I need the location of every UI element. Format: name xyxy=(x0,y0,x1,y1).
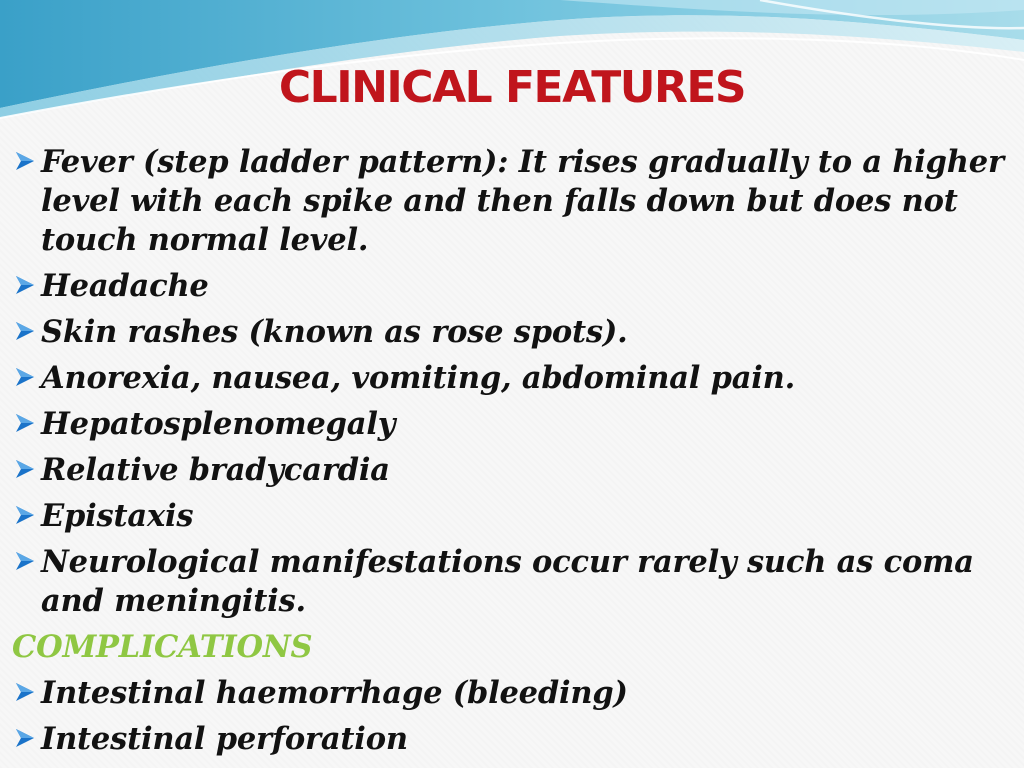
arrow-bullet-icon xyxy=(14,458,36,480)
arrow-bullet-icon xyxy=(14,412,36,434)
bullet-item xyxy=(12,405,1012,444)
arrow-bullet-icon xyxy=(14,727,36,749)
bullet-text: Neurological manifestations occur rarely such as coma and meningitis. xyxy=(41,544,974,619)
complications-heading: COMPLICATIONS xyxy=(12,629,313,665)
bullet-item xyxy=(12,359,1012,398)
arrow-bullet-icon xyxy=(14,366,36,388)
arrow-bullet-icon xyxy=(14,150,36,172)
bullet-text: Intestinal haemorrhage (bleeding) xyxy=(41,675,628,711)
arrow-bullet-icon xyxy=(14,681,36,703)
bullet-text: Hepatosplenomegaly xyxy=(41,406,396,442)
arrow-bullet-icon xyxy=(14,274,36,296)
bullet-item xyxy=(12,451,1012,490)
slide-title: CLINICAL FEATURES xyxy=(278,62,746,113)
bullet-item xyxy=(12,674,1012,713)
bullet-text: Intestinal perforation xyxy=(41,721,408,757)
bullet-text: Headache xyxy=(41,268,209,304)
bullet-text: Skin rashes (known as rose spots). xyxy=(41,314,628,350)
bullet-item xyxy=(12,313,1012,352)
bullet-item xyxy=(12,143,1012,260)
bullet-item xyxy=(12,497,1012,536)
bullet-item xyxy=(12,267,1012,306)
arrow-bullet-icon xyxy=(14,550,36,572)
bullet-text: Anorexia, nausea, vomiting, abdominal pain. xyxy=(41,360,796,396)
arrow-bullet-icon xyxy=(14,504,36,526)
bullet-text: Fever (step ladder pattern): It rises gradually to a higher level with each spike and then falls down but does not touch normal level. xyxy=(41,144,1004,258)
bullet-text: Relative bradycardia xyxy=(41,452,390,488)
bullet-list xyxy=(12,143,1012,766)
arrow-bullet-icon xyxy=(14,320,36,342)
bullet-item xyxy=(12,720,1012,759)
bullet-item xyxy=(12,543,1012,621)
bullet-text: Epistaxis xyxy=(41,498,194,534)
